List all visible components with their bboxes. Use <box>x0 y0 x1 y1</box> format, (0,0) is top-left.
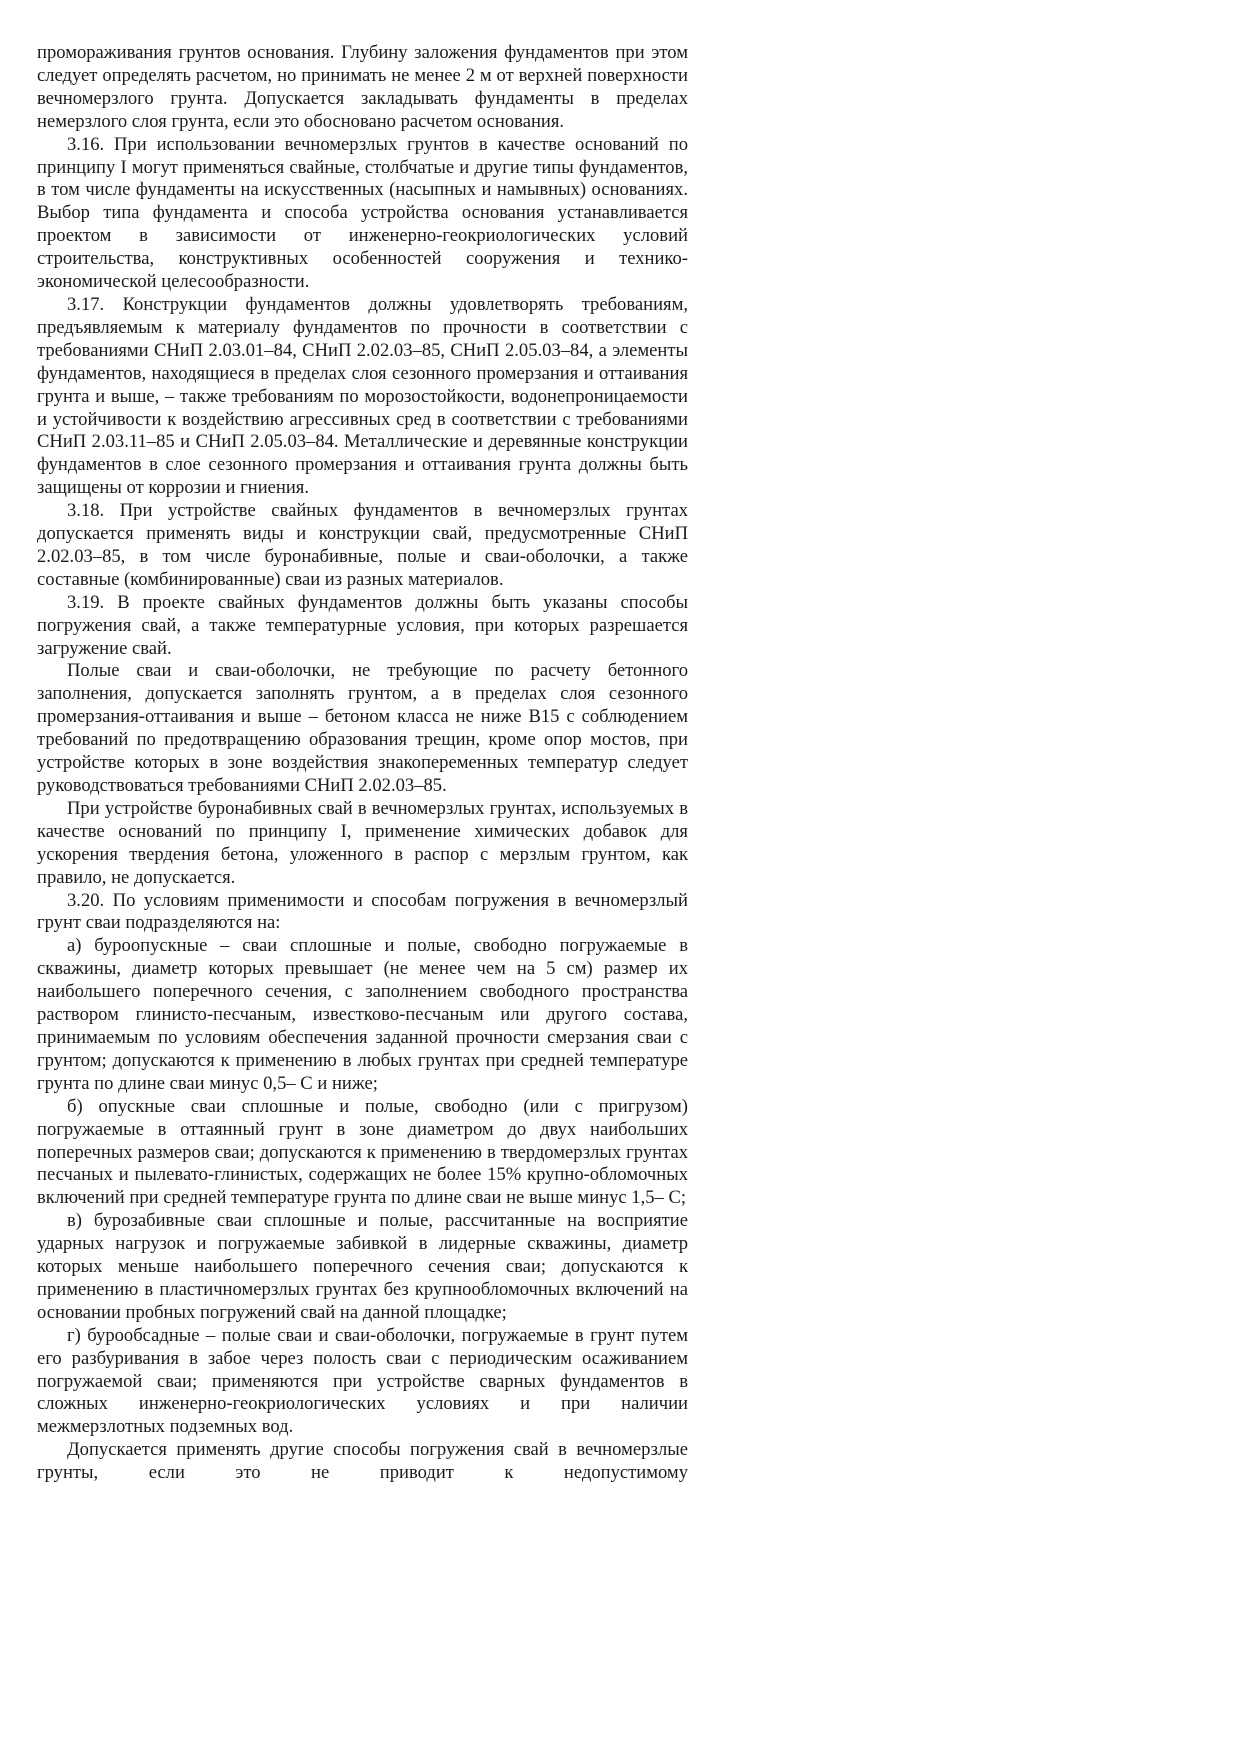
paragraph-bored-piles: При устройстве буронабивных свай в вечномерзлых грунтах, используемых в качестве оснований по принципу I, применение химических добавок для ускорения твердения бетона, уложенного в распор с мерзлым грунтом, как правило, не допускается. <box>37 797 688 888</box>
list-item-b: б) опускные сваи сплошные и полые, свободно (или с пригрузом) погружаемые в оттаянный грунт в зоне диаметром до двух наибольших поперечных размеров сваи; допускаются к применению в твердомерзлых грунтах песчаных и пылевато-глинистых, содержащих не более 15% крупно-обломочных включений при средней температуре грунта по длине сваи не выше минус 1,5– С; <box>37 1095 688 1209</box>
paragraph-3-18: 3.18. При устройстве свайных фундаментов в вечномерзлых грунтах допускается применять виды и конструкции свай, предусмотренные СНиП 2.02.03–85, в том числе буронабивные, полые и сваи-оболочки, а также составные (комбинированные) сваи из разных материалов. <box>37 500 688 590</box>
paragraph-hollow-piles: Полые сваи и сваи-оболочки, не требующие по расчету бетонного заполнения, допускается заполнять грунтом, а в пределах слоя сезонного промерзания-оттаивания и выше – бетоном класса не ниже В15 с соблюдением требований по предотвращению образования трещин, кроме опор мостов, при устройстве которых в зоне воздействия знакопеременных температур следует руководствоваться требованиями СНиП 2.02.03–85. <box>37 660 688 796</box>
paragraph-3-17: 3.17. Конструкции фундаментов должны удовлетворять требованиям, предъявляемым к материалу фундаментов по прочности в соответствии с требованиями СНиП 2.03.01–84, СНиП 2.02.03–85, СНиП 2.05.03–84, а элементы фундаментов, находящиеся в пределах слоя сезонного промерзания и оттаивания грунта и выше, – также требованиям по морозостойкости, водонепроницаемости и устойчивости к воздействию агрессивных сред в соответствии с требованиями СНиП 2.03.11–85 и СНиП 2.05.03–84. Металлические и деревянные конструкции фундаментов в слое сезонного промерзания и оттаивания грунта должны быть защищены от коррозии и гниения. <box>37 293 688 499</box>
list-item-g: г) бурообсадные – полые сваи и сваи-оболочки, погружаемые в грунт путем его разбуривания в забое через полость сваи с периодическим осаживанием погружаемой сваи; применяются при устройстве сварных фундаментов в сложных инженерно-геокриологических условиях и при наличии межмерзлотных подземных вод. <box>37 1324 688 1438</box>
list-item-a: а) буроопускные – сваи сплошные и полые, свободно погружаемые в скважины, диаметр которых превышает (не менее чем на 5 см) размер их наибольшего поперечного сечения, с заполнением свободного пространства раствором глинисто-песчаным, известково-песчаным или другого состава, принимаемым по условиям обеспечения заданной прочности смерзания сваи с грунтом; допускаются к применению в любых грунтах при средней температуре грунта по длине сваи минус 0,5– С и ниже; <box>37 935 688 1094</box>
document-page <box>37 42 688 1485</box>
list-item-v: в) бурозабивные сваи сплошные и полые, рассчитанные на восприятие ударных нагрузок и погружаемые забивкой в лидерные скважины, диаметр которых меньше наибольшего поперечного сечения сваи; допускаются к применению в пластичномерзлых грунтах без крупнообломочных включений на основании пробных погружений свай на данной площадке; <box>37 1210 688 1323</box>
paragraph-3-20: 3.20. По условиям применимости и способам погружения в вечномерзлый грунт сваи подразделяются на: <box>37 889 688 934</box>
paragraph-3-19: 3.19. В проекте свайных фундаментов должны быть указаны способы погружения свай, а также температурные условия, при которых разрешается загружение свай. <box>37 591 688 659</box>
paragraph-other-methods: Допускается применять другие способы погружения свай в вечномерзлые грунты, если это не приводит к недопустимому <box>37 1439 688 1484</box>
paragraph-3-16: 3.16. При использовании вечномерзлых грунтов в качестве оснований по принципу I могут применяться свайные, столбчатые и другие типы фундаментов, в том числе фундаменты на искусственных (насыпных и намывных) основаниях. Выбор типа фундамента и способа устройства основания устанавливается проектом в зависимости от инженерно-геокриологических условий строительства, конструктивных особенностей сооружения и технико-экономической целесообразности. <box>37 133 688 293</box>
paragraph-continuation: промораживания грунтов основания. Глубину заложения фундаментов при этом следует определять расчетом, но принимать не менее 2 м от верхней поверхности вечномерзлого грунта. Допускается закладывать фундаменты в пределах немерзлого слоя грунта, если это обосновано расчетом основания. <box>37 42 688 132</box>
